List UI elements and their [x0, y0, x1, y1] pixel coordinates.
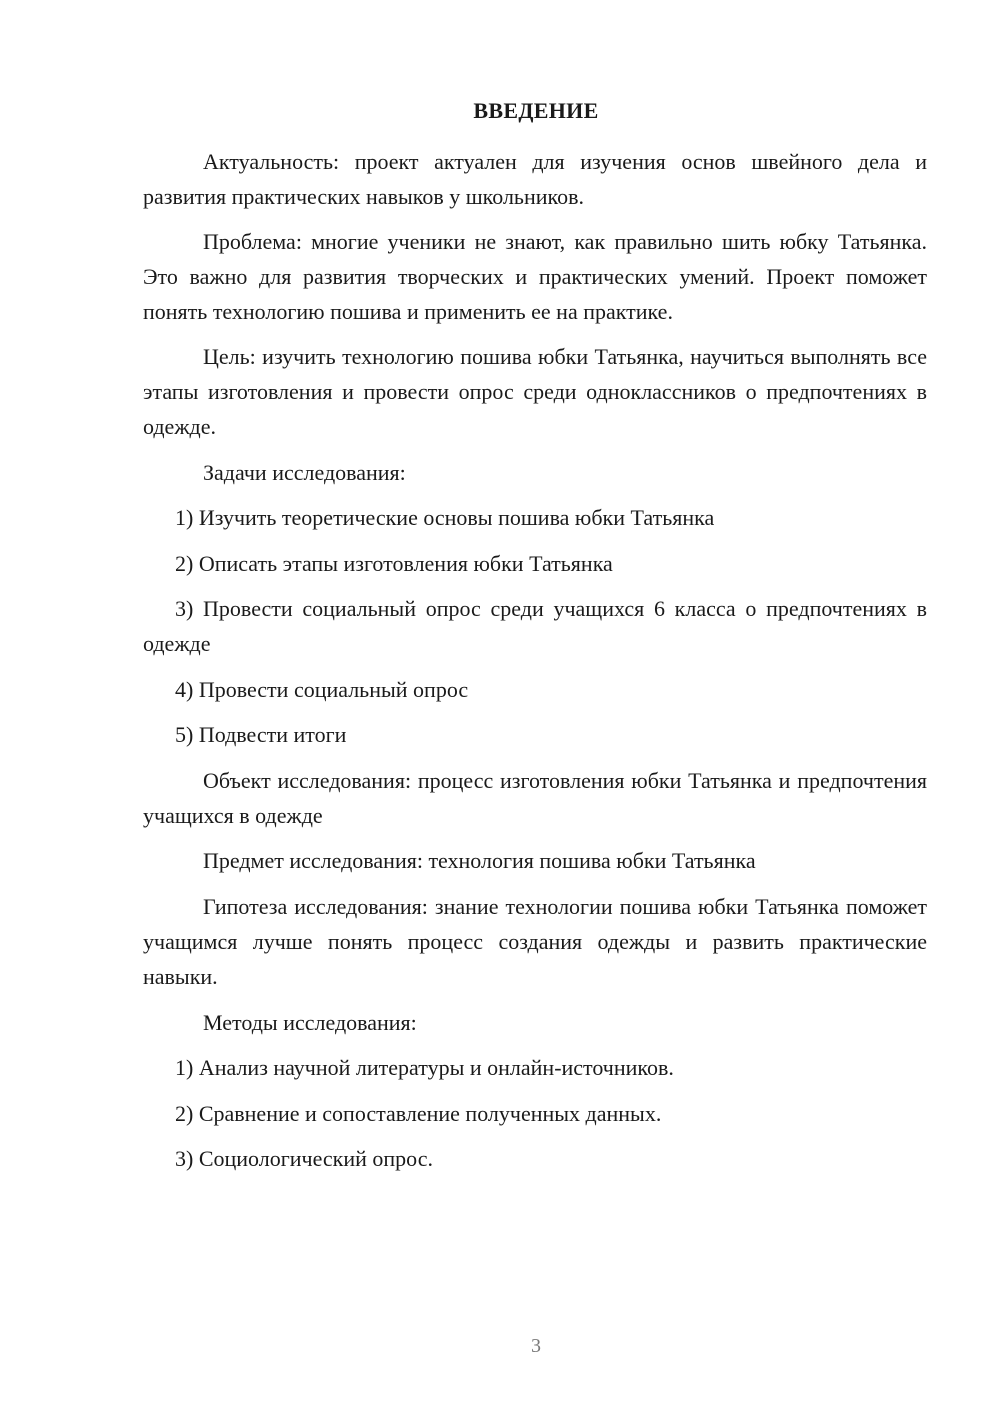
method-item: 1) Анализ научной литературы и онлайн-источников. [175, 1055, 674, 1080]
task-item: 5) Подвести итоги [175, 722, 347, 747]
paragraph-goal-text: Цель: изучить технологию пошива юбки Татьянка, научиться выполнять все этапы изготовления и провести опрос среди одноклассников о предпочтениях в одежде. [143, 344, 927, 439]
paragraph-problem [143, 224, 927, 329]
task-item: 1) Изучить теоретические основы пошива юбки Татьянка [175, 505, 715, 530]
page-number: 3 [531, 1335, 541, 1357]
task-item: 2) Описать этапы изготовления юбки Татьянка [175, 551, 613, 576]
method-item: 2) Сравнение и сопоставление полученных данных. [175, 1101, 662, 1126]
tasks-heading [143, 455, 927, 490]
paragraph-object [143, 763, 927, 833]
paragraph-problem-text: Проблема: многие ученики не знают, как правильно шить юбку Татьянка. Это важно для развития творческих и практических умений. Проект поможет понять технологию пошива и применить ее на практике. [143, 229, 927, 324]
method-item: 3) Социологический опрос. [175, 1146, 433, 1171]
task-item: 3) Провести социальный опрос среди учащихся 6 класса о предпочтениях в одежде [143, 596, 927, 656]
paragraph-hypothesis [143, 889, 927, 994]
paragraph-goal [143, 339, 927, 444]
page-title: ВВЕДЕНИЕ [473, 98, 599, 123]
task-item: 4) Провести социальный опрос [175, 677, 469, 702]
methods-heading [143, 1005, 927, 1040]
paragraph-relevance-text: Актуальность: проект актуален для изучения основ швейного дела и развития практических навыков у школьников. [143, 149, 927, 209]
paragraph-subject [143, 843, 927, 878]
tasks-heading-text: Задачи исследования: [203, 460, 406, 485]
paragraph-object-text: Объект исследования: процесс изготовления юбки Татьянка и предпочтения учащихся в одежде [143, 768, 927, 828]
paragraph-subject-text: Предмет исследования: технология пошива юбки Татьянка [203, 848, 756, 873]
methods-heading-text: Методы исследования: [203, 1010, 417, 1035]
paragraph-relevance [143, 144, 927, 214]
paragraph-hypothesis-text: Гипотеза исследования: знание технологии пошива юбки Татьянка поможет учащимся лучше понять процесс создания одежды и развить практические навыки. [143, 894, 927, 989]
